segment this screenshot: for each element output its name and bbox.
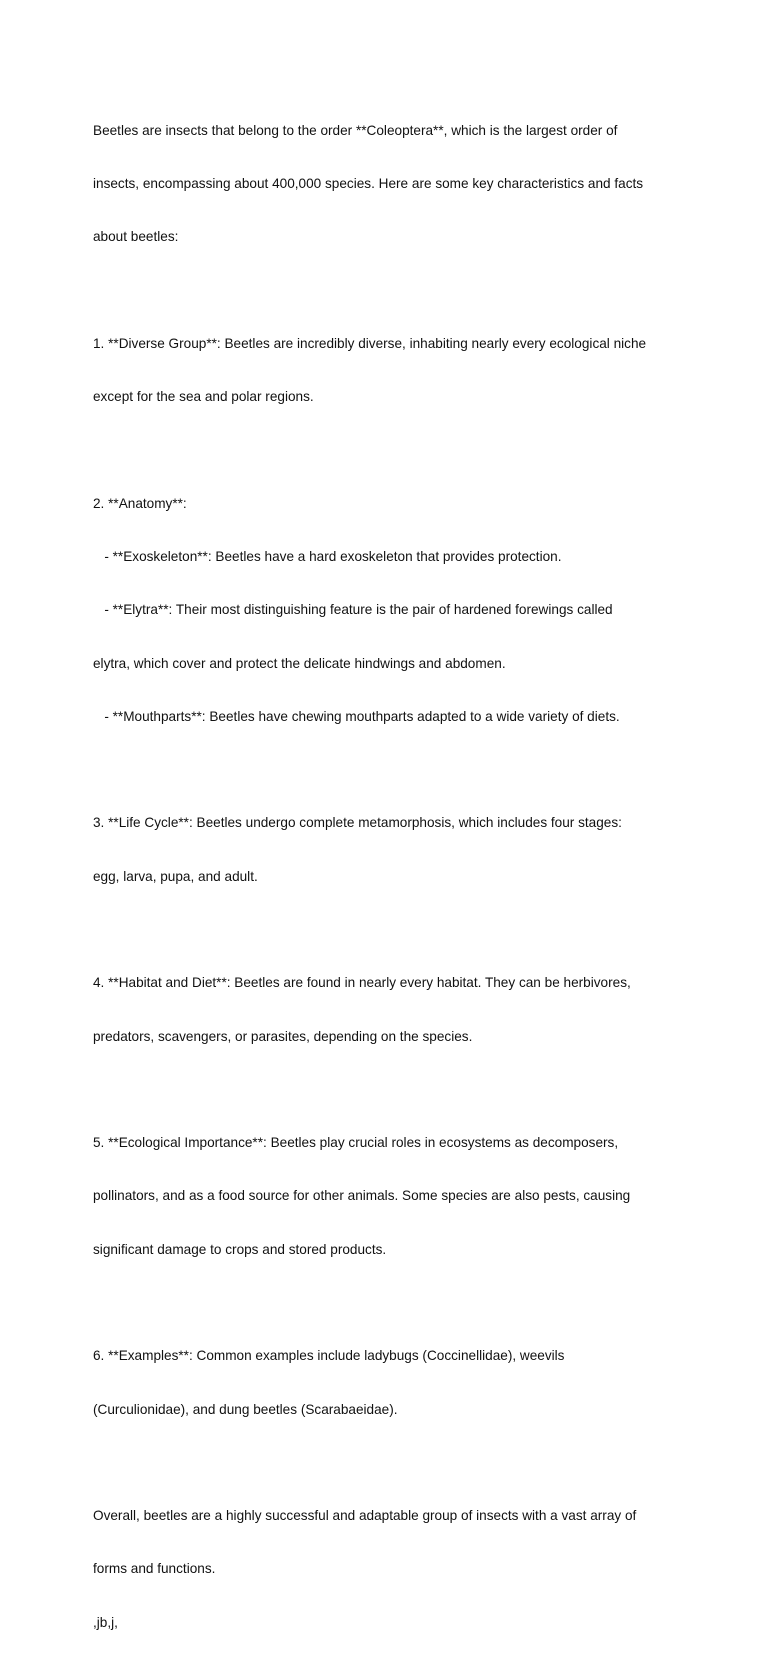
conclusion-paragraph xyxy=(93,1471,683,1667)
text-line: 5. **Ecological Importance**: Beetles play crucial roles in ecosystems as decomposers, xyxy=(93,1134,619,1150)
text-line: except for the sea and polar regions. xyxy=(93,389,314,405)
text-line: 3. **Life Cycle**: Beetles undergo complete metamorphosis, which includes four stages: xyxy=(93,815,622,831)
text-line: Overall, beetles are a highly successful and adaptable group of insects with a vast array of xyxy=(93,1507,637,1523)
sub-item-exoskeleton: - **Exoskeleton**: Beetles have a hard exoskeleton that provides protection. xyxy=(93,548,562,564)
sub-item-elytra: - **Elytra**: Their most distinguishing feature is the pair of hardened forewings called xyxy=(93,602,613,618)
text-line: 6. **Examples**: Common examples include ladybugs (Coccinellidae), weevils xyxy=(93,1348,565,1364)
list-item-ecological-importance xyxy=(93,1098,683,1294)
text-line: about beetles: xyxy=(93,229,179,245)
document-page xyxy=(93,86,683,1667)
text-line: insects, encompassing about 400,000 species. Here are some key characteristics and facts xyxy=(93,175,644,191)
text-line: predators, scavengers, or parasites, depending on the species. xyxy=(93,1028,473,1044)
trailing-text: ,jb,j, xyxy=(93,1614,118,1630)
list-item-diverse-group xyxy=(93,299,683,441)
text-line: forms and functions. xyxy=(93,1561,216,1577)
text-line: elytra, which cover and protect the delicate hindwings and abdomen. xyxy=(93,655,506,671)
text-line: 1. **Diverse Group**: Beetles are incredibly diverse, inhabiting nearly every ecological niche xyxy=(93,335,647,351)
list-item-life-cycle xyxy=(93,779,683,921)
text-line: pollinators, and as a food source for other animals. Some species are also pests, causing xyxy=(93,1188,631,1204)
text-line: 4. **Habitat and Diet**: Beetles are found in nearly every habitat. They can be herbivores, xyxy=(93,975,631,991)
text-line: 2. **Anatomy**: xyxy=(93,495,187,511)
intro-paragraph xyxy=(93,86,683,282)
list-item-anatomy xyxy=(93,459,683,762)
text-line: (Curculionidae), and dung beetles (Scarabaeidae). xyxy=(93,1401,398,1417)
text-line: egg, larva, pupa, and adult. xyxy=(93,868,258,884)
list-item-habitat-diet xyxy=(93,939,683,1081)
sub-item-mouthparts: - **Mouthparts**: Beetles have chewing mouthparts adapted to a wide variety of diets. xyxy=(93,709,620,725)
text-line: significant damage to crops and stored products. xyxy=(93,1241,387,1257)
text-line: Beetles are insects that belong to the order **Coleoptera**, which is the largest order of xyxy=(93,122,618,138)
list-item-examples xyxy=(93,1312,683,1454)
